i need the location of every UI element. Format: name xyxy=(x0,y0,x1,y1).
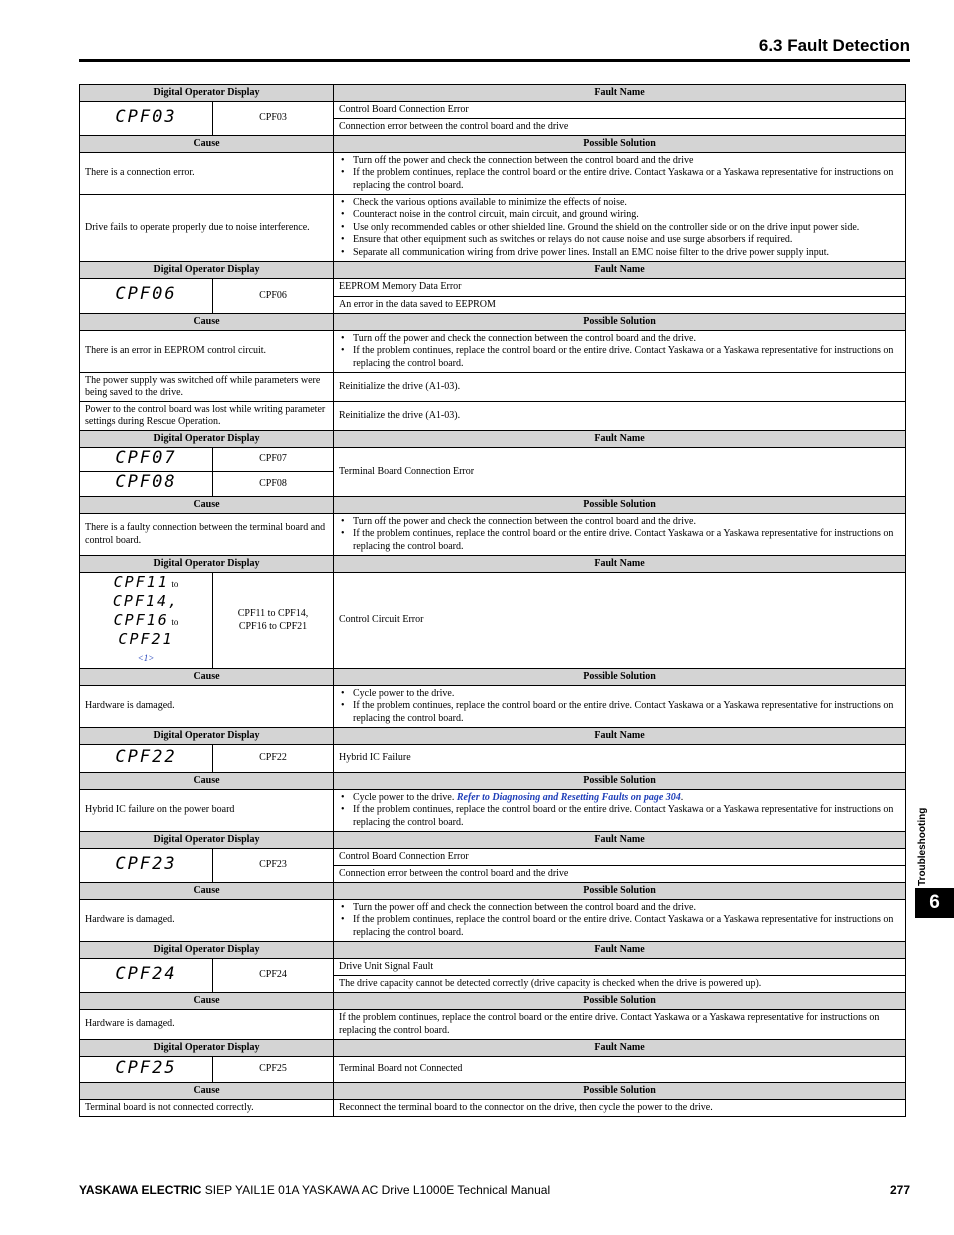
fault-code-cpf25: CPF25 xyxy=(213,1057,334,1083)
operator-display-cpf07: CPF07 xyxy=(80,448,213,472)
solution-item: • Cycle power to the drive. Refer to Diagnosing and Resetting Faults on page 304. xyxy=(339,792,900,805)
fault-table xyxy=(79,84,906,1117)
table-header-row xyxy=(80,942,906,959)
table-header-row xyxy=(80,262,906,279)
fault-code-cpf22: CPF22 xyxy=(213,745,334,773)
solution-cell xyxy=(334,514,906,556)
cause-cell: Hardware is damaged. xyxy=(80,900,334,942)
solution-cell xyxy=(334,195,906,262)
table-header-row xyxy=(80,314,906,331)
cause-cell: Drive fails to operate properly due to noise interference. xyxy=(80,195,334,262)
operator-display-cpf24: CPF24 xyxy=(80,959,213,993)
header-cause: Cause xyxy=(80,883,334,900)
header-possible-solution: Possible Solution xyxy=(334,136,906,153)
solution-cell: Reconnect the terminal board to the connector on the drive, then cycle the power to the drive. xyxy=(334,1100,906,1117)
cause-cell: Hardware is damaged. xyxy=(80,686,334,728)
chapter-tab: 6 xyxy=(915,888,954,918)
fault-name-cpf11: Control Circuit Error xyxy=(334,573,906,669)
fault-name-cpf24: Drive Unit Signal Fault xyxy=(334,959,906,976)
chapter-label: Troubleshooting xyxy=(917,807,928,886)
header-digital-operator-display: Digital Operator Display xyxy=(80,431,334,448)
section-title: 6.3 Fault Detection xyxy=(758,36,910,55)
table-header-row xyxy=(80,773,906,790)
solution-item: • Counteract noise in the control circuit, main circuit, and ground wiring. xyxy=(339,209,900,222)
header-possible-solution: Possible Solution xyxy=(334,669,906,686)
operator-display-cpf06: CPF06 xyxy=(80,279,213,314)
footer xyxy=(79,1183,550,1197)
fault-name-cpf07: Terminal Board Connection Error xyxy=(334,448,906,497)
solution-item: • Use only recommended cables or other shielded line. Ground the shield on the controller side or on the drive input power side. xyxy=(339,222,900,235)
header-possible-solution: Possible Solution xyxy=(334,314,906,331)
header-fault-name: Fault Name xyxy=(334,728,906,745)
solution-item: • Turn the power off and check the connection between the control board and the drive. xyxy=(339,902,900,915)
header-possible-solution: Possible Solution xyxy=(334,497,906,514)
fault-code-cpf03: CPF03 xyxy=(213,102,334,136)
fault-description-cpf24: The drive capacity cannot be detected correctly (drive capacity is checked when the drive is powered up). xyxy=(334,976,906,993)
header-possible-solution: Possible Solution xyxy=(334,1083,906,1100)
solution-item: • If the problem continues, replace the control board or the entire drive. Contact Yaskawa or a Yaskawa representative for instructions on replacing the control board. xyxy=(339,167,900,192)
solution-item: • If the problem continues, replace the control board or the entire drive. Contact Yaskawa or a Yaskawa representative for instructions on replacing the control board. xyxy=(339,700,900,725)
solution-item: • Turn off the power and check the connection between the control board and the drive. xyxy=(339,333,900,346)
solution-item: • If the problem continues, replace the control board or the entire drive. Contact Yaskawa or a Yaskawa representative for instructions on replacing the control board. xyxy=(339,528,900,553)
solution-item: • Separate all communication wiring from drive power lines. Install an EMC noise filter to the drive power supply input. xyxy=(339,247,900,260)
solution-item: • Check the various options available to minimize the effects of noise. xyxy=(339,197,900,210)
footnote-ref: <1> xyxy=(137,653,155,663)
operator-display-cpf03: CPF03 xyxy=(80,102,213,136)
header-digital-operator-display: Digital Operator Display xyxy=(80,556,334,573)
solution-cell: Reinitialize the drive (A1-03). xyxy=(334,402,906,431)
fault-code-cpf11-cpf21: CPF11 to CPF14, CPF16 to CPF21 xyxy=(213,573,334,669)
fault-code-cpf08: CPF08 xyxy=(213,472,334,497)
fault-description-cpf03: Connection error between the control board and the drive xyxy=(334,119,906,136)
operator-display-cpf23: CPF23 xyxy=(80,849,213,883)
solution-cell xyxy=(334,153,906,195)
solution-cell xyxy=(334,790,906,832)
fault-name-cpf23: Control Board Connection Error xyxy=(334,849,906,866)
footer-document: SIEP YAIL1E 01A YASKAWA AC Drive L1000E Technical Manual xyxy=(201,1183,551,1197)
solution-item: • If the problem continues, replace the control board or the entire drive. Contact Yaskawa or a Yaskawa representative for instructions on replacing the control board. xyxy=(339,345,900,370)
solution-item: • Cycle power to the drive. xyxy=(339,688,900,701)
header-digital-operator-display: Digital Operator Display xyxy=(80,942,334,959)
header-rule xyxy=(79,59,910,62)
table-header-row xyxy=(80,832,906,849)
header-digital-operator-display: Digital Operator Display xyxy=(80,832,334,849)
header-possible-solution: Possible Solution xyxy=(334,773,906,790)
solution-item: • Turn off the power and check the connection between the control board and the drive. xyxy=(339,516,900,529)
solution-cell xyxy=(334,686,906,728)
header-cause: Cause xyxy=(80,497,334,514)
header-cause: Cause xyxy=(80,136,334,153)
header-fault-name: Fault Name xyxy=(334,1040,906,1057)
fault-name-cpf03: Control Board Connection Error xyxy=(334,102,906,119)
fault-code-cpf07: CPF07 xyxy=(213,448,334,472)
table-header-row xyxy=(80,497,906,514)
operator-display-cpf25: CPF25 xyxy=(80,1057,213,1083)
fault-name-cpf25: Terminal Board not Connected xyxy=(334,1057,906,1083)
header-cause: Cause xyxy=(80,314,334,331)
footer-brand: YASKAWA ELECTRIC xyxy=(79,1183,202,1197)
cause-cell: There is a connection error. xyxy=(80,153,334,195)
solution-item: • Ensure that other equipment such as switches or relays do not cause noise and use surge absorbers if required. xyxy=(339,234,900,247)
operator-display-cpf22: CPF22 xyxy=(80,745,213,773)
header-cause: Cause xyxy=(80,1083,334,1100)
cause-cell: Hybrid IC failure on the power board xyxy=(80,790,334,832)
header-digital-operator-display: Digital Operator Display xyxy=(80,1040,334,1057)
header-digital-operator-display: Digital Operator Display xyxy=(80,262,334,279)
solution-cell: Reinitialize the drive (A1-03). xyxy=(334,373,906,402)
table-header-row xyxy=(80,993,906,1010)
header-fault-name: Fault Name xyxy=(334,942,906,959)
header-fault-name: Fault Name xyxy=(334,556,906,573)
header-fault-name: Fault Name xyxy=(334,85,906,102)
operator-display-cpf08: CPF08 xyxy=(80,472,213,497)
fault-name-cpf22: Hybrid IC Failure xyxy=(334,745,906,773)
header-possible-solution: Possible Solution xyxy=(334,883,906,900)
operator-display-cpf11-cpf21: CPF11 to CPF14, CPF16 to CPF21 <1> xyxy=(80,573,213,669)
table-header-row xyxy=(80,431,906,448)
cause-cell: The power supply was switched off while parameters were being saved to the drive. xyxy=(80,373,334,402)
table-header-row xyxy=(80,1083,906,1100)
header-fault-name: Fault Name xyxy=(334,262,906,279)
page-number: 277 xyxy=(889,1183,910,1197)
table-header-row xyxy=(80,556,906,573)
table-header-row xyxy=(80,1040,906,1057)
solution-cell xyxy=(334,900,906,942)
cause-cell: There is an error in EEPROM control circuit. xyxy=(80,331,334,373)
solution-cell xyxy=(334,331,906,373)
fault-description-cpf23: Connection error between the control board and the drive xyxy=(334,866,906,883)
header-fault-name: Fault Name xyxy=(334,832,906,849)
fault-name-cpf06: EEPROM Memory Data Error xyxy=(334,279,906,297)
header-possible-solution: Possible Solution xyxy=(334,993,906,1010)
table-header-row xyxy=(80,136,906,153)
header-fault-name: Fault Name xyxy=(334,431,906,448)
cause-cell: Power to the control board was lost while writing parameter settings during Rescue Operation. xyxy=(80,402,334,431)
fault-code-cpf06: CPF06 xyxy=(213,279,334,314)
table-header-row xyxy=(80,669,906,686)
header-cause: Cause xyxy=(80,669,334,686)
fault-description-cpf06: An error in the data saved to EEPROM xyxy=(334,297,906,314)
cause-cell: Terminal board is not connected correctly. xyxy=(80,1100,334,1117)
solution-item: • If the problem continues, replace the control board or the entire drive. Contact Yaskawa or a Yaskawa representative for instructions on replacing the control board. xyxy=(339,804,900,829)
cause-cell: There is a faulty connection between the terminal board and control board. xyxy=(80,514,334,556)
fault-code-cpf23: CPF23 xyxy=(213,849,334,883)
header-digital-operator-display: Digital Operator Display xyxy=(80,85,334,102)
header-cause: Cause xyxy=(80,773,334,790)
fault-code-cpf24: CPF24 xyxy=(213,959,334,993)
solution-cell: If the problem continues, replace the control board or the entire drive. Contact Yaskawa or a Yaskawa representative for instructions on replacing the control board. xyxy=(334,1010,906,1040)
table-header-row xyxy=(80,728,906,745)
header-cause: Cause xyxy=(80,993,334,1010)
solution-item: • If the problem continues, replace the control board or the entire drive. Contact Yaskawa or a Yaskawa representative for instructions on replacing the control board. xyxy=(339,914,900,939)
table-header-row xyxy=(80,883,906,900)
table-header-row xyxy=(80,85,906,102)
cause-cell: Hardware is damaged. xyxy=(80,1010,334,1040)
solution-item: • Turn off the power and check the connection between the control board and the drive xyxy=(339,155,900,168)
page-reference-link[interactable]: Refer to Diagnosing and Resetting Faults on page 304 xyxy=(456,791,681,803)
header-digital-operator-display: Digital Operator Display xyxy=(80,728,334,745)
